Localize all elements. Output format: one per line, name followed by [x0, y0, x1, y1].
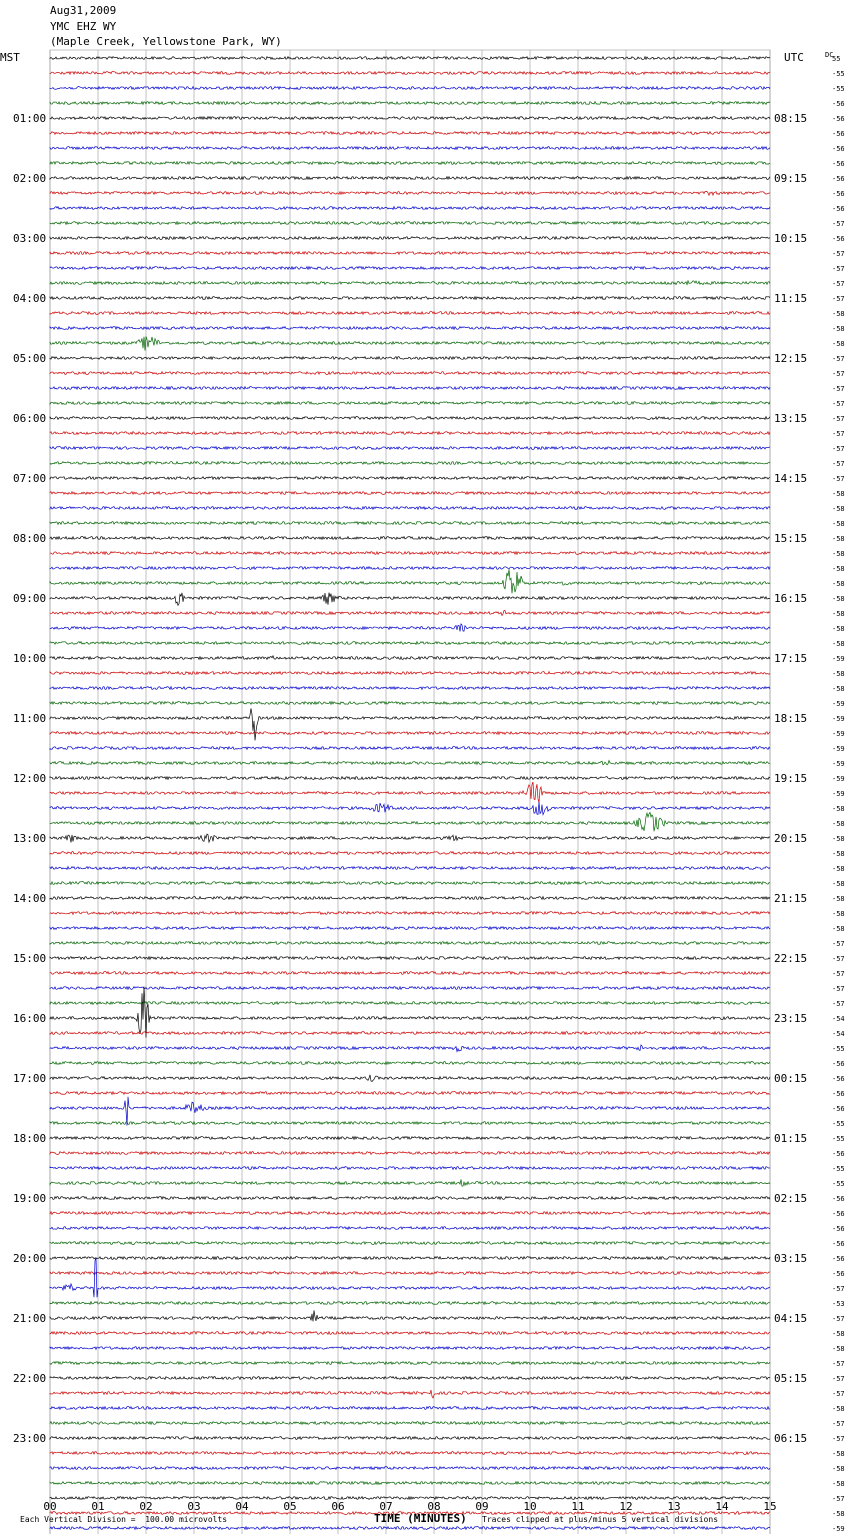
trace-line: [50, 417, 770, 420]
x-tick-label: 09: [475, 1500, 489, 1513]
dc-offset-label: -58: [832, 310, 845, 318]
trace-line: [50, 761, 770, 765]
utc-hour-label: 17:15: [774, 652, 808, 665]
trace-line: [50, 1362, 770, 1365]
dc-offset-label: -56: [832, 205, 845, 213]
dc-offset-label: -57: [832, 1000, 845, 1008]
dc-offset-label: -57: [832, 1315, 845, 1323]
dc-offset-label: -58: [832, 565, 845, 573]
dc-offset-label: -59: [832, 700, 845, 708]
trace-line: [50, 537, 770, 540]
dc-offset-label: -55: [832, 1135, 845, 1143]
trace-line: [50, 177, 770, 180]
trace-line: [50, 1092, 770, 1095]
axis-labels: [13, 55, 845, 1534]
mst-axis-label: MST: [0, 51, 20, 64]
trace-line: [50, 1377, 770, 1380]
utc-hour-label: 09:15: [774, 172, 808, 185]
utc-hour-label: 03:15: [774, 1252, 808, 1265]
trace-line: [50, 1122, 770, 1125]
trace-line: [50, 147, 770, 150]
trace-line: [50, 191, 770, 195]
dc-label: DC: [825, 51, 834, 59]
dc-offset-label: -59: [832, 1525, 845, 1533]
mst-hour-label: 01:00: [13, 112, 47, 125]
x-tick-label: 07: [379, 1500, 393, 1513]
dc-offset-label: -55: [832, 85, 845, 93]
mst-hour-label: 12:00: [13, 772, 47, 785]
trace-line: [50, 802, 770, 815]
x-axis-title: TIME (MINUTES): [374, 1512, 467, 1525]
dc-offset-label: -56: [832, 235, 845, 243]
dc-offset-label: -58: [832, 1480, 845, 1488]
trace-line: [50, 312, 770, 315]
x-tick-label: 15: [763, 1500, 777, 1513]
trace-line: [50, 1467, 770, 1470]
trace-line: [50, 942, 770, 945]
mst-hour-label: 04:00: [13, 292, 47, 305]
x-tick-label: 12: [619, 1500, 633, 1513]
trace-line: [50, 237, 770, 240]
trace-line: [50, 656, 770, 660]
trace-line: [50, 357, 770, 360]
dc-offset-label: -57: [832, 430, 845, 438]
dc-offset-label: -57: [832, 1375, 845, 1383]
utc-hour-label: 11:15: [774, 292, 808, 305]
utc-hour-label: 04:15: [774, 1312, 808, 1325]
trace-line: [50, 882, 770, 885]
dc-offset-label: -56: [832, 1270, 845, 1278]
seismic-traces: [50, 57, 770, 1534]
trace-line: [50, 1212, 770, 1215]
x-tick-label: 02: [139, 1500, 153, 1513]
trace-line: [50, 611, 770, 616]
dc-offset-label: -58: [832, 910, 845, 918]
dc-offset-label: -58: [832, 640, 845, 648]
trace-line: [50, 1097, 770, 1126]
dc-offset-label: -58: [832, 595, 845, 603]
trace-line: [50, 1452, 770, 1455]
mst-hour-label: 11:00: [13, 712, 47, 725]
trace-line: [50, 782, 770, 803]
dc-offset-label: -57: [832, 385, 845, 393]
dc-offset-label: -56: [832, 100, 845, 108]
dc-offset-label: -58: [832, 580, 845, 588]
dc-offset-label: -57: [832, 1360, 845, 1368]
trace-line: [50, 834, 770, 842]
dc-offset-label: -57: [832, 265, 845, 273]
dc-offset-label: -57: [832, 280, 845, 288]
dc-offset-label: -57: [832, 250, 845, 258]
mst-hour-label: 20:00: [13, 1252, 47, 1265]
trace-line: [50, 252, 770, 255]
trace-line: [50, 447, 770, 450]
trace-line: [50, 57, 770, 60]
trace-line: [50, 1152, 770, 1155]
dc-offset-label: -58: [832, 520, 845, 528]
utc-hour-label: 12:15: [774, 352, 808, 365]
header-location: (Maple Creek, Yellowstone Park, WY): [50, 35, 282, 48]
dc-offset-label: -58: [832, 880, 845, 888]
dc-offset-label: -57: [832, 370, 845, 378]
dc-offset-label: -56: [832, 190, 845, 198]
trace-line: [50, 1045, 770, 1052]
dc-offset-label: -57: [832, 400, 845, 408]
trace-line: [50, 207, 770, 210]
dc-offset-label: -58: [832, 1345, 845, 1353]
header-date: Aug31,2009: [50, 4, 117, 17]
trace-line: [50, 507, 770, 510]
trace-line: [50, 552, 770, 555]
trace-line: [50, 1075, 770, 1082]
trace-line: [50, 1167, 770, 1170]
header-station: YMC EHZ WY: [50, 20, 117, 33]
dc-offset-label: -58: [832, 610, 845, 618]
trace-line: [50, 102, 770, 105]
utc-hour-label: 10:15: [774, 232, 808, 245]
dc-offset-label: -59: [832, 745, 845, 753]
trace-line: [50, 1227, 770, 1230]
dc-offset-label: -59: [832, 775, 845, 783]
trace-line: [50, 522, 770, 525]
trace-line: [50, 372, 770, 375]
x-tick-label: 08: [427, 1500, 441, 1513]
utc-hour-label: 16:15: [774, 592, 808, 605]
trace-line: [50, 1197, 770, 1200]
trace-line: [50, 852, 770, 855]
trace-line: [50, 1272, 770, 1275]
trace-line: [50, 927, 770, 930]
trace-line: [50, 672, 770, 675]
dc-offset-label: -59: [832, 760, 845, 768]
dc-offset-label: -57: [832, 940, 845, 948]
trace-line: [50, 1347, 770, 1350]
dc-offset-label: -56: [832, 1240, 845, 1248]
trace-line: [50, 1032, 770, 1035]
trace-line: [50, 87, 770, 90]
mst-hour-label: 05:00: [13, 352, 47, 365]
dc-offset-label: -54: [832, 1015, 845, 1023]
dc-offset-label: -58: [832, 925, 845, 933]
utc-hour-label: 00:15: [774, 1072, 808, 1085]
utc-hour-label: 15:15: [774, 532, 808, 545]
dc-offset-label: -54: [832, 1030, 845, 1038]
dc-offset-label: -57: [832, 985, 845, 993]
dc-offset-label: -57: [832, 445, 845, 453]
dc-offset-label: -56: [832, 1060, 845, 1068]
dc-offset-label: -58: [832, 535, 845, 543]
utc-hour-label: 06:15: [774, 1432, 808, 1445]
dc-offset-label: -56: [832, 1150, 845, 1158]
trace-line: [50, 162, 770, 165]
trace-line: [50, 492, 770, 495]
dc-offset-label: -56: [832, 1195, 845, 1203]
trace-line: [50, 1527, 770, 1530]
trace-line: [50, 1332, 770, 1335]
dc-offset-label: -58: [832, 865, 845, 873]
x-tick-label: 03: [187, 1500, 201, 1513]
mst-hour-label: 07:00: [13, 472, 47, 485]
trace-line: [50, 987, 770, 990]
mst-hour-label: 06:00: [13, 412, 47, 425]
trace-line: [50, 132, 770, 135]
utc-hour-label: 18:15: [774, 712, 808, 725]
mst-hour-label: 10:00: [13, 652, 47, 665]
dc-offset-label: 55: [832, 55, 841, 63]
mst-hour-label: 23:00: [13, 1432, 47, 1445]
mst-hour-label: 15:00: [13, 952, 47, 965]
trace-line: [50, 462, 770, 465]
trace-line: [50, 957, 770, 960]
utc-hour-label: 22:15: [774, 952, 808, 965]
dc-offset-label: -57: [832, 970, 845, 978]
dc-offset-label: -58: [832, 1330, 845, 1338]
trace-line: [50, 987, 770, 1038]
x-tick-label: 04: [235, 1500, 249, 1513]
dc-offset-label: -58: [832, 550, 845, 558]
utc-hour-label: 19:15: [774, 772, 808, 785]
dc-offset-label: -55: [832, 1180, 845, 1188]
mst-hour-label: 14:00: [13, 892, 47, 905]
trace-line: [50, 1302, 770, 1305]
dc-offset-label: -57: [832, 1420, 845, 1428]
dc-offset-label: -58: [832, 685, 845, 693]
mst-hour-label: 02:00: [13, 172, 47, 185]
trace-line: [50, 1422, 770, 1425]
trace-line: [50, 117, 770, 120]
trace-line: [50, 1257, 770, 1260]
dc-offset-label: -57: [832, 1495, 845, 1503]
dc-offset-label: -55: [832, 1120, 845, 1128]
dc-offset-label: -56: [832, 130, 845, 138]
dc-offset-label: -59: [832, 730, 845, 738]
dc-offset-label: -57: [832, 355, 845, 363]
mst-hour-label: 17:00: [13, 1072, 47, 1085]
trace-line: [50, 1242, 770, 1245]
trace-line: [50, 1407, 770, 1410]
trace-line: [50, 813, 770, 832]
mst-hour-label: 13:00: [13, 832, 47, 845]
dc-offset-label: -57: [832, 460, 845, 468]
dc-offset-label: -55: [832, 1045, 845, 1053]
footer-scale: Each Vertical Division = 100.00 microvolts: [20, 1515, 228, 1524]
utc-hour-label: 21:15: [774, 892, 808, 905]
trace-line: [50, 267, 770, 270]
trace-line: [50, 402, 770, 405]
dc-offset-label: -58: [832, 805, 845, 813]
dc-offset-label: -57: [832, 1435, 845, 1443]
x-tick-label: 13: [667, 1500, 681, 1513]
trace-line: [50, 777, 770, 780]
x-tick-label: 14: [715, 1500, 729, 1513]
dc-offset-label: -58: [832, 895, 845, 903]
dc-offset-label: -58: [832, 1450, 845, 1458]
dc-offset-label: -56: [832, 1255, 845, 1263]
dc-offset-label: -58: [832, 1405, 845, 1413]
utc-hour-label: 20:15: [774, 832, 808, 845]
trace-line: [50, 1390, 770, 1398]
trace-line: [50, 1002, 770, 1005]
trace-line: [50, 1437, 770, 1440]
dc-offset-label: -57: [832, 1285, 845, 1293]
utc-hour-label: 13:15: [774, 412, 808, 425]
dc-offset-label: -58: [832, 325, 845, 333]
dc-offset-label: -56: [832, 1210, 845, 1218]
dc-offset-label: -59: [832, 715, 845, 723]
dc-offset-label: -59: [832, 790, 845, 798]
trace-line: [50, 281, 770, 285]
dc-offset-label: -57: [832, 295, 845, 303]
x-tick-label: 06: [331, 1500, 345, 1513]
trace-line: [50, 732, 770, 735]
mst-hour-label: 18:00: [13, 1132, 47, 1145]
dc-offset-label: -58: [832, 670, 845, 678]
dc-offset-label: -58: [832, 820, 845, 828]
dc-offset-label: -56: [832, 115, 845, 123]
dc-offset-label: -58: [832, 490, 845, 498]
trace-line: [50, 570, 770, 594]
dc-offset-label: -58: [832, 505, 845, 513]
trace-line: [50, 642, 770, 645]
x-tick-label: 01: [91, 1500, 105, 1513]
dc-offset-label: -58: [832, 850, 845, 858]
trace-line: [50, 72, 770, 75]
mst-hour-label: 09:00: [13, 592, 47, 605]
dc-offset-label: -55: [832, 1165, 845, 1173]
dc-offset-label: -58: [832, 625, 845, 633]
trace-line: [50, 702, 770, 705]
mst-hour-label: 08:00: [13, 532, 47, 545]
trace-line: [50, 222, 770, 225]
dc-offset-label: -58: [832, 1510, 845, 1518]
mst-hour-label: 03:00: [13, 232, 47, 245]
trace-line: [50, 912, 770, 915]
trace-line: [50, 1497, 770, 1500]
trace-line: [50, 897, 770, 900]
dc-offset-label: -58: [832, 835, 845, 843]
dc-offset-label: -58: [832, 1465, 845, 1473]
dc-offset-label: -56: [832, 175, 845, 183]
plot-grid: [50, 50, 770, 1534]
trace-line: [50, 1137, 770, 1140]
mst-hour-label: 22:00: [13, 1372, 47, 1385]
trace-line: [50, 1179, 770, 1186]
dc-offset-label: -57: [832, 220, 845, 228]
trace-line: [50, 477, 770, 480]
dc-offset-label: -56: [832, 160, 845, 168]
trace-line: [50, 387, 770, 390]
utc-hour-label: 02:15: [774, 1192, 808, 1205]
footer-clip-note: Traces clipped at plus/minus 5 vertical divisions: [482, 1515, 719, 1524]
x-tick-label: 10: [523, 1500, 537, 1513]
dc-offset-label: -53: [832, 1300, 845, 1308]
dc-offset-label: -57: [832, 955, 845, 963]
utc-axis-label: UTC: [784, 51, 804, 64]
dc-offset-label: -56: [832, 1090, 845, 1098]
utc-hour-label: 23:15: [774, 1012, 808, 1025]
utc-hour-label: 05:15: [774, 1372, 808, 1385]
trace-line: [50, 687, 770, 690]
trace-line: [50, 432, 770, 435]
dc-offset-label: -56: [832, 1225, 845, 1233]
utc-hour-label: 01:15: [774, 1132, 808, 1145]
trace-line: [50, 1062, 770, 1065]
trace-line: [50, 1482, 770, 1485]
dc-offset-label: -56: [832, 145, 845, 153]
x-tick-label: 00: [43, 1500, 57, 1513]
trace-line: [50, 972, 770, 975]
dc-offset-label: -56: [832, 1075, 845, 1083]
trace-line: [50, 593, 770, 606]
dc-offset-label: -56: [832, 1105, 845, 1113]
dc-offset-label: -58: [832, 340, 845, 348]
utc-hour-label: 08:15: [774, 112, 808, 125]
dc-offset-label: -59: [832, 655, 845, 663]
mst-hour-label: 16:00: [13, 1012, 47, 1025]
plot-frame: [50, 50, 770, 1534]
trace-line: [50, 1258, 770, 1298]
trace-line: [50, 297, 770, 300]
x-tick-label: 05: [283, 1500, 297, 1513]
trace-line: [50, 1310, 770, 1321]
trace-line: [50, 867, 770, 870]
trace-line: [50, 567, 770, 570]
trace-line: [50, 708, 770, 740]
utc-hour-label: 14:15: [774, 472, 808, 485]
dc-offset-label: -57: [832, 475, 845, 483]
dc-offset-label: -55: [832, 70, 845, 78]
mst-hour-label: 19:00: [13, 1192, 47, 1205]
x-tick-label: 11: [571, 1500, 585, 1513]
trace-line: [50, 327, 770, 330]
dc-offset-label: -57: [832, 1390, 845, 1398]
trace-line: [50, 336, 770, 350]
dc-offset-label: -57: [832, 415, 845, 423]
mst-hour-label: 21:00: [13, 1312, 47, 1325]
trace-line: [50, 747, 770, 750]
trace-line: [50, 624, 770, 631]
